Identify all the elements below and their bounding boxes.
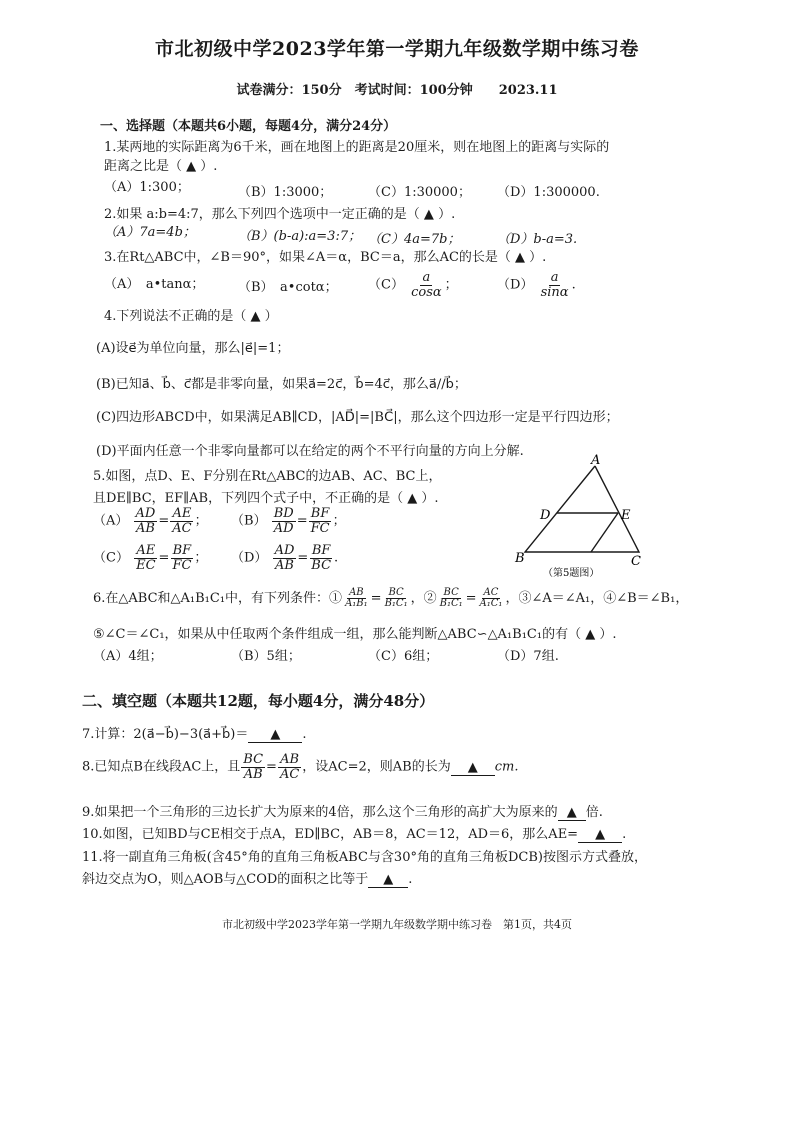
figure-label-e: E [621, 508, 631, 523]
q10-answer-blank: ▲ [578, 827, 622, 843]
q5-c-frac2-num: BF [172, 543, 192, 558]
page-footer: 市北初级中学2023学年第一学期九年级数学期中练习卷 第1页，共4页 [222, 918, 572, 931]
figure-label-b: B [515, 551, 525, 566]
q7-post: . [302, 727, 307, 742]
q2-option-c: （C）4a=7b； [368, 232, 461, 247]
q10-pre: 10.如图，已知BD与CE相交于点A，ED∥BC，AB＝8，AC＝12，AD＝6，那么AE= [82, 827, 579, 842]
q5-c-end: ； [194, 550, 208, 566]
q4-option-c: (C)四边形ABCD中，如果满足AB∥CD，|AD⃗|=|BC⃗|，那么这个四边形一定是平行四边形； [96, 410, 619, 425]
q8-frac1 [241, 753, 265, 781]
q11-post: . [408, 872, 413, 887]
q8-frac2 [278, 753, 301, 781]
q8-d2: AC [279, 766, 300, 782]
section2-heading: 二、填空题（本题共12题，每小题4分，满分48分） [82, 692, 435, 710]
q5-c-frac2 [170, 544, 193, 572]
q5-d-end: . [334, 550, 339, 566]
q6-c2-n2: AC [483, 586, 499, 598]
q3-c-numerator: a [422, 270, 431, 285]
q1-line1: 1.某两地的实际距离为6千米，画在地图上的距离是20厘米，则在地图上的距离与实际的 [104, 140, 610, 155]
q8-post: cm. [494, 759, 519, 775]
q5-b-frac1-num: BD [273, 506, 294, 521]
q9-post: 倍. [585, 805, 603, 820]
q6-c1-n1: AB [349, 586, 364, 598]
figure-label-a: A [591, 453, 601, 468]
q2-option-a: （A）7a=4b； [104, 225, 196, 240]
q5-c-frac1 [134, 544, 157, 572]
segment-ef [591, 513, 618, 552]
q6-c1-d1: A₁B₁ [345, 598, 368, 609]
q8-d1: AB [243, 766, 263, 782]
q4-option-a: (A)设e⃗为单位向量，那么|e⃗|=1； [96, 341, 290, 356]
q7-line [82, 723, 307, 743]
exam-title: 市北初级中学2023学年第一学期九年级数学期中练习卷 [155, 38, 639, 60]
q5-c-frac1-den: EC [136, 557, 156, 573]
q5-d-label: （D） [231, 550, 268, 566]
section1-heading: 一、选择题（本题共6小题，每题4分，满分24分） [100, 119, 397, 134]
q3-stem: 3.在Rt△ABC中，∠B＝90°，如果∠A＝α，BC＝a，那么AC的长是（ ▲ ）. [104, 250, 547, 265]
q9-answer-blank: ▲ [558, 805, 586, 821]
q4-stem: 4.下列说法不正确的是（ ▲ ） [104, 309, 278, 324]
q3-option-d-fraction [539, 271, 571, 299]
q2-stem: 2.如果 a:b=4:7，那么下列四个选项中一定正确的是（ ▲ ）. [104, 207, 456, 222]
q6-cond2-frac1 [438, 588, 465, 610]
q5-c-label: （C） [93, 550, 129, 566]
q6-line2: ⑤∠C＝∠C₁，如果从中任取两个条件组成一组，那么能判断△ABC∽△A₁B₁C₁的有（ ▲ ）. [93, 627, 617, 642]
q5-option-a: （A） $\frac{AD}{AB}$ = $\frac{AE}{AC}$ ； [93, 506, 208, 536]
q5-c-frac1-num: AE [136, 543, 156, 558]
q3-option-c-label: （C） [368, 277, 404, 293]
q5-b-frac1-den: AD [273, 520, 294, 536]
q5-b-frac2-den: FC [310, 520, 330, 536]
q6-cond2-frac2 [478, 588, 505, 610]
q3-option-c: （C） $\frac{a}{\cos\alpha}$ ； [368, 270, 458, 300]
q5-d-frac2-num: BF [311, 543, 331, 558]
q1-option-c: （C）1:30000； [368, 185, 471, 200]
q5-d-frac1 [273, 544, 297, 572]
q8-line: 8.已知点B在线段AC上，且 $\frac{BC}{AB}$ = $\frac{AB}{AC}$ ，设AC=2，则AB的长为 ▲ cm. [82, 752, 519, 782]
exam-subtitle: 试卷满分：150分 考试时间：100分钟 2023.11 [236, 83, 558, 98]
q6-option-b: （B）5组； [231, 649, 301, 664]
q5-figure [505, 452, 665, 580]
q6-line1-pre: 6.在△ABC和△A₁B₁C₁中，有下列条件：① [93, 591, 343, 606]
q11-pre: 斜边交点为O，则△AOB与△COD的面积之比等于 [82, 872, 369, 887]
q5-line2: 且DE∥BC，EF∥AB，下列四个式子中，不正确的是（ ▲ ）. [93, 491, 439, 506]
q8-mid: ，设AC=2，则AB的长为 [302, 759, 451, 775]
q4-option-b: (B)已知a⃗、b⃗、c⃗都是非零向量，如果a⃗=2c⃗，b⃗=4c⃗，那么a⃗//b⃗； [96, 377, 467, 392]
q3-d-denominator: sinα [540, 284, 569, 300]
q5-option-d: （D） $\frac{AD}{AB}$ = $\frac{BF}{BC}$ . [231, 543, 339, 573]
q5-a-frac1-num: AD [135, 506, 156, 521]
q5-a-frac1-den: AB [135, 520, 155, 536]
q6-c1-n2: BC [388, 586, 404, 598]
q2-option-b: （B）(b-a):a=3:7； [238, 229, 362, 244]
q3-option-b: （B） a•cotα； [238, 280, 338, 295]
q9-pre: 9.如果把一个三角形的三边长扩大为原来的4倍，那么这个三角形的高扩大为原来的 [82, 805, 558, 820]
q3-c-denominator: cosα [411, 284, 442, 300]
q3-option-c-fraction [409, 271, 444, 299]
q6-c2-n1: BC [443, 586, 459, 598]
q5-a-frac2-den: AC [172, 520, 192, 536]
q3-option-d: （D） $\frac{a}{\sin\alpha}$ . [497, 270, 576, 300]
q6-option-d: （D）7组. [497, 649, 559, 664]
q9-line [82, 801, 603, 821]
q6-line1-post: ，③∠A＝∠A₁，④∠B＝∠B₁， [505, 591, 689, 606]
q3-d-numerator: a [550, 270, 559, 285]
q5-c-frac2-den: FC [172, 557, 192, 573]
q6-option-a: （A）4组； [93, 649, 163, 664]
q6-cond1-frac1 [343, 588, 370, 610]
q8-pre: 8.已知点B在线段AC上，且 [82, 759, 241, 775]
q5-a-end: ； [194, 513, 208, 529]
q10-post: . [622, 827, 627, 842]
q1-option-a: （A）1:300； [104, 180, 190, 195]
q6-c2-d1: B₁C₁ [439, 598, 463, 609]
figure-caption: （第5题图） [543, 568, 600, 579]
q1-line2: 距离之比是（ ▲ ）. [104, 159, 218, 174]
q6-line1: 6.在△ABC和△A₁B₁C₁中，有下列条件：① $\frac{AB}{\text{A₁B₁}}$ = $\frac{BC}{\text{B₁C₁}}$ ，② $\frac{BC}{\text{B₁C₁}}$ = $\frac{AC}{\text{A₁C₁}}$ ，③∠A＝∠A₁，④∠B＝∠B₁， [93, 586, 689, 609]
q5-b-frac2-num: BF [310, 506, 330, 521]
figure-label-d: D [540, 508, 551, 523]
q1-option-d: （D）1:300000. [497, 185, 600, 200]
q5-d-frac2-den: BC [311, 557, 332, 573]
q5-d-frac1-den: AB [275, 557, 294, 573]
q7-pre: 7.计算：2(a⃗−b⃗)−3(a⃗+b⃗)＝ [82, 727, 249, 742]
q5-b-frac2 [309, 507, 332, 535]
q1-option-b: （B）1:3000； [238, 185, 333, 200]
q6-sep2: ，② [410, 591, 437, 606]
q8-n2: AB [280, 752, 300, 767]
q11-answer-blank: ▲ [368, 872, 408, 888]
q2-option-d: （D）b-a=3. [497, 232, 578, 247]
q5-b-end: ； [332, 513, 346, 529]
q6-option-c: （C）6组； [368, 649, 439, 664]
q5-d-frac1-num: AD [274, 543, 295, 558]
q5-option-c: （C） $\frac{AE}{EC}$ = $\frac{BF}{FC}$ ； [93, 543, 208, 573]
q5-a-frac2 [170, 507, 193, 535]
q8-n1: BC [243, 752, 264, 767]
q5-line1: 5.如图，点D、E、F分别在Rt△ABC的边AB、AC、BC上， [93, 469, 442, 484]
q10-line [82, 823, 626, 843]
q5-a-frac2-num: AE [172, 506, 192, 521]
q5-a-label: （A） [93, 513, 129, 529]
q5-d-frac2 [309, 544, 333, 572]
q11-line2 [82, 868, 412, 888]
q6-c2-d2: A₁C₁ [479, 598, 503, 609]
q5-a-frac1 [134, 507, 158, 535]
q8-answer-blank: ▲ [451, 760, 495, 776]
q6-c1-d2: B₁C₁ [384, 598, 408, 609]
q4-option-d: (D)平面内任意一个非零向量都可以在给定的两个不平行向量的方向上分解. [96, 444, 524, 459]
q5-b-label: （B） [231, 513, 267, 529]
q3-option-a: （A） a•tanα； [104, 277, 205, 292]
q5-b-frac1 [272, 507, 296, 535]
q3-option-d-label: （D） [497, 277, 534, 293]
q6-cond1-frac2 [383, 588, 410, 610]
q7-answer-blank: ▲ [248, 727, 302, 743]
q11-line1: 11.将一副直角三角板(含45°角的直角三角板ABC与含30°角的直角三角板DCB)按图示方式叠放， [82, 850, 647, 865]
q5-option-b: （B） $\frac{BD}{AD}$ = $\frac{BF}{FC}$ ； [231, 506, 346, 536]
figure-label-c: C [631, 554, 641, 569]
